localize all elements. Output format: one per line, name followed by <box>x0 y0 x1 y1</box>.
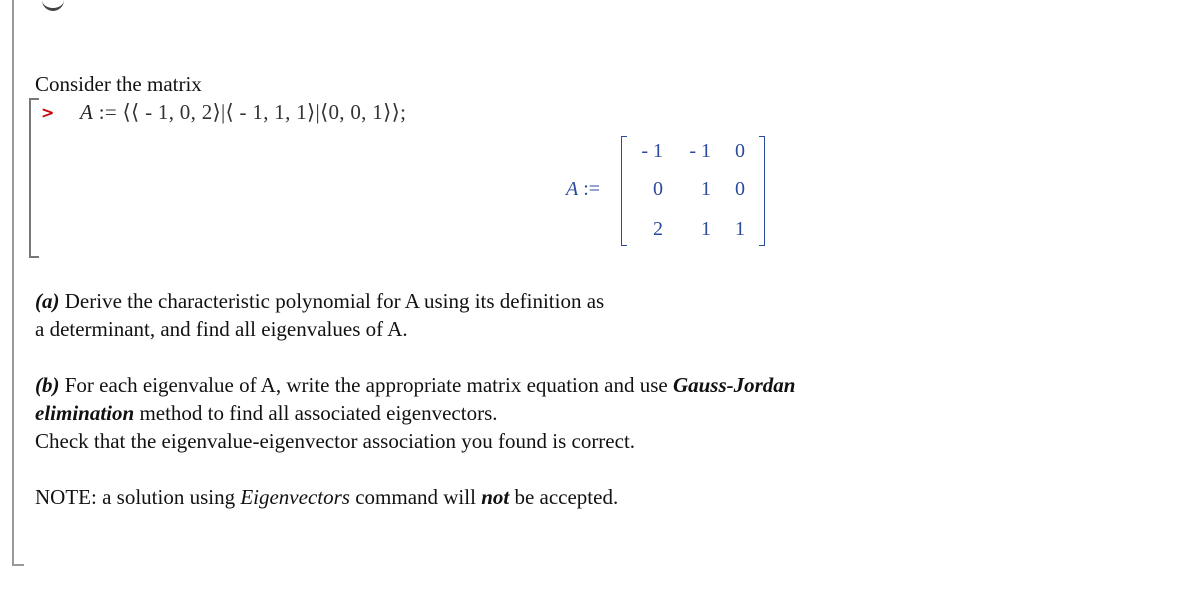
matrix-right-bracket <box>759 136 765 246</box>
input-prompt: > <box>41 103 55 122</box>
part-b-text <box>35 371 796 455</box>
part-b-text2: method to find all associated eigenvectors. <box>134 401 498 425</box>
note-strong: not <box>481 485 510 509</box>
output-assign: := <box>578 178 601 200</box>
output-label <box>566 178 600 201</box>
matrix-cell: 0 <box>735 140 745 162</box>
collapse-arrow-icon[interactable] <box>42 0 64 11</box>
output-variable: A <box>566 178 579 200</box>
matrix-cell: 1 <box>735 218 745 240</box>
part-b-bold2: elimination <box>35 401 135 425</box>
matrix-cell: - 1 <box>689 140 711 162</box>
part-a-text <box>35 287 604 343</box>
matrix-cell: 0 <box>653 178 663 200</box>
note-suffix: be accepted. <box>509 485 619 509</box>
intro-text: Consider the matrix <box>35 72 202 96</box>
matrix-cell: 1 <box>701 178 711 200</box>
part-a-line2: a determinant, and find all eigenvalues of A. <box>35 317 408 341</box>
matrix-cell: 1 <box>701 218 711 240</box>
part-a-tag: (a) <box>35 289 60 313</box>
note-text <box>35 483 618 511</box>
note-prefix: NOTE: a solution using <box>35 485 241 509</box>
execution-group-bracket[interactable] <box>29 98 39 258</box>
input-assign: := <box>93 100 123 124</box>
matrix-cell: 0 <box>735 178 745 200</box>
input-variable: A <box>80 100 94 124</box>
note-mid: command will <box>349 485 482 509</box>
matrix-cell: 2 <box>653 218 663 240</box>
part-b-line3: Check that the eigenvalue-eigenvector association you found is correct. <box>35 429 636 453</box>
note-command: Eigenvectors <box>240 485 350 509</box>
part-a-line1: Derive the characteristic polynomial for A using its definition as <box>59 289 605 313</box>
part-b-bold1: Gauss-Jordan <box>672 373 796 397</box>
input-expression: ⟨⟨ - 1, 0, 2⟩|⟨ - 1, 1, 1⟩|⟨0, 0, 1⟩⟩; <box>122 100 407 124</box>
output-matrix <box>621 136 765 246</box>
part-b-tag: (b) <box>35 373 60 397</box>
command-input[interactable] <box>80 100 406 125</box>
matrix-cell: - 1 <box>641 140 663 162</box>
section-bracket[interactable] <box>12 0 24 566</box>
part-b-text1: For each eigenvalue of A, write the appropriate matrix equation and use <box>59 373 673 397</box>
